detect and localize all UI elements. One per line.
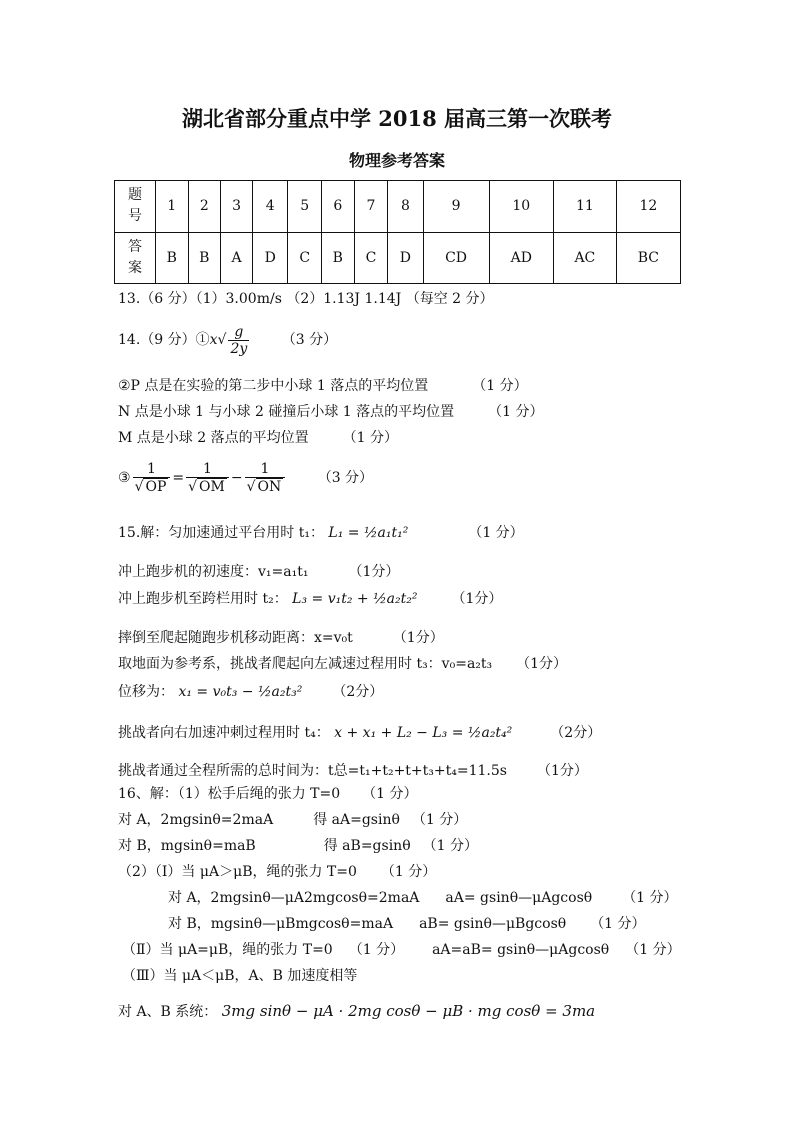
q16-l4: （2）（Ⅰ）当 μA＞μB，绳的张力 T=0 — [118, 864, 357, 880]
q16-l6-mid: aB= gsinθ—μBgcosθ — [419, 916, 567, 932]
q16-l7: （Ⅱ）当 μA=μB，绳的张力 T=0 — [122, 942, 333, 958]
table-row-numbers — [115, 181, 681, 233]
q16-l7-score2: （1 分） — [625, 942, 681, 958]
q14-num: g — [228, 324, 249, 341]
q16-l9: 对 A、B 系统： — [118, 1004, 218, 1020]
question-number-cell: 9 — [423, 181, 489, 233]
q15-l4-score: （1分） — [392, 630, 444, 646]
q15-l6-score: （2分） — [332, 684, 384, 700]
q14-p5-score: （3 分） — [317, 470, 374, 486]
q14-head: 14.（9 分）① — [118, 332, 210, 348]
q15-l7-score: （2分） — [550, 725, 602, 741]
q14-p3: N 点是小球 1 与小球 2 碰撞后小球 1 落点的平均位置 — [118, 404, 455, 420]
q16-l4-score: （1 分） — [380, 864, 437, 880]
q15-line8 — [118, 762, 588, 780]
q14-p4: M 点是小球 2 落点的平均位置 — [118, 430, 309, 446]
q16-l6-score: （1 分） — [590, 916, 646, 932]
q14-line4 — [118, 429, 398, 447]
q14-den: 2y — [230, 340, 248, 357]
q15-line1 — [118, 524, 524, 542]
q15-l1-eq: L₁ = ½a₁t₁² — [328, 525, 409, 541]
q14-p5-prefix: ③ — [118, 470, 131, 486]
question-number-cell: 6 — [322, 181, 355, 233]
q16-l5-score: （1 分） — [622, 890, 678, 906]
question-number-cell: 1 — [156, 181, 189, 233]
question-number-cell: 8 — [388, 181, 423, 233]
q14-fraction — [228, 324, 249, 357]
question-number-cell: 4 — [253, 181, 288, 233]
question-number-cell: 5 — [288, 181, 322, 233]
question-number-cell: 12 — [616, 181, 680, 233]
answer-cell: AD — [489, 232, 553, 284]
q16-l2-score: （1 分） — [411, 812, 468, 828]
q15-l1-score: （1 分） — [468, 525, 524, 541]
q15-l6-eq: x₁ = v₀t₃ − ½a₂t₃² — [178, 684, 303, 700]
table-row-answers — [115, 232, 681, 284]
row-label-number: 题 号 — [115, 181, 156, 233]
answer-cell: D — [388, 232, 423, 284]
q14-line1: 14.（9 分）①x√ $\frac{g}{2y}$ （3 分） — [118, 323, 338, 357]
q14-minus: − — [230, 470, 243, 486]
q15-line3 — [118, 590, 502, 608]
q16-line1 — [118, 785, 418, 803]
q15-line5 — [118, 655, 567, 673]
q16-l5: 对 A，2mgsinθ—μA2mgcosθ=2maA — [168, 890, 420, 906]
frac-om-num: 1 — [186, 461, 229, 478]
q15-line4 — [118, 629, 444, 647]
q16-l9-eq: 3mg sinθ − μA · 2mg cosθ − μB · mg cosθ = 3ma — [221, 1002, 596, 1020]
row-label-answer: 答 案 — [115, 232, 156, 284]
q16-l2-mid: 得 aA=gsinθ — [313, 812, 400, 828]
q16-line8: （Ⅲ）当 μA＜μB，A、B 加速度相等 — [122, 968, 358, 984]
q15-l7-eq: x + x₁ + L₂ − L₃ = ½a₂t₄² — [334, 725, 513, 741]
question-number-cell: 11 — [553, 181, 616, 233]
frac-op: $\frac{1}{√ OP}$ — [133, 461, 171, 495]
q15-l4: 摔倒至爬起随跑步机移动距离：x=v₀t — [118, 630, 353, 646]
q16-line9 — [118, 1002, 595, 1021]
q14-x: x — [209, 332, 218, 348]
question-number-cell: 7 — [354, 181, 388, 233]
q14-line5 — [118, 460, 373, 496]
document-subtitle: 物理参考答案 — [348, 151, 445, 170]
q14-p2-score: （1 分） — [472, 378, 528, 394]
q16-line4 — [118, 863, 436, 881]
q15-l3-score: （1分） — [451, 591, 503, 607]
document-title: 湖北省部分重点中学 2018 届高三第一次联考 — [181, 106, 613, 131]
answer-cell: B — [322, 232, 355, 284]
question-number-cell: 10 — [489, 181, 553, 233]
q16-line2 — [118, 811, 467, 829]
q16-l7-mid: aA=aB= gsinθ—μAgcosθ — [432, 942, 610, 958]
q16-l3-mid: 得 aB=gsinθ — [323, 838, 411, 854]
answer-cell: B — [156, 232, 189, 284]
q16-line3 — [118, 837, 478, 855]
q14-p3-score: （1 分） — [488, 404, 544, 420]
q15-l5-score: （1分） — [516, 656, 568, 672]
q15-l3-eq: L₃ = v₁t₂ + ½a₂t₂² — [292, 591, 418, 607]
q16-line6 — [168, 915, 646, 933]
q16-l3-score: （1 分） — [422, 838, 478, 854]
question-number-cell: 3 — [221, 181, 253, 233]
q13-line: 13.（6 分）（1）3.00m/s （2）1.13J 1.14J （每空 2 分） — [118, 291, 494, 307]
answer-cell: CD — [423, 232, 489, 284]
q15-l8-score: （1分） — [536, 763, 588, 779]
q15-l5: 取地面为参考系，挑战者爬起向左减速过程用时 t₃：v₀=a₂t₃ — [118, 656, 493, 672]
frac-on-num: 1 — [245, 461, 286, 478]
q16-l5-mid: aA= gsinθ—μAgcosθ — [445, 890, 593, 906]
question-number-cell: 2 — [188, 181, 221, 233]
q15-l2-score: （1分） — [348, 564, 400, 580]
q15-l8: 挑战者通过全程所需的总时间为：t总=t₁+t₂+t+t₃+t₄=11.5s — [118, 763, 507, 779]
q14-p4-score: （1 分） — [342, 430, 398, 446]
answer-cell: C — [288, 232, 322, 284]
frac-om: $\frac{1}{√ OM}$ — [186, 461, 229, 495]
q14-p2: ②P 点是在实验的第二步中小球 1 落点的平均位置 — [118, 378, 429, 394]
q15-l6: 位移为： — [118, 684, 174, 700]
q14-eq: = — [172, 470, 185, 486]
q14-score1: （3 分） — [281, 332, 338, 348]
q16-line5 — [168, 889, 678, 907]
q14-line2 — [118, 377, 528, 395]
answer-table — [114, 180, 681, 284]
q14-line3 — [118, 403, 543, 421]
frac-om-den: OM — [199, 479, 225, 495]
q16-l1-score: （1 分） — [362, 786, 418, 802]
answer-cell: BC — [616, 232, 680, 284]
frac-on-den: ON — [257, 479, 282, 495]
q16-line7 — [122, 941, 681, 959]
q16-l2: 对 A，2mgsinθ=2maA — [118, 812, 274, 828]
q15-l1: 15.解：匀加速通过平台用时 t₁： — [118, 525, 324, 541]
q15-line2 — [118, 563, 399, 581]
q16-l6: 对 B，mgsinθ—μBmgcosθ=maA — [168, 916, 394, 932]
answer-cell: C — [354, 232, 388, 284]
q16-l1: 16、解：（1）松手后绳的张力 T=0 — [118, 786, 341, 802]
frac-op-num: 1 — [133, 461, 171, 478]
q15-l7: 挑战者向右加速冲刺过程用时 t₄： — [118, 725, 330, 741]
q15-l2: 冲上跑步机的初速度：v₁=a₁t₁ — [118, 564, 309, 580]
q15-line7 — [118, 724, 601, 742]
q15-l3: 冲上跑步机至跨栏用时 t₂： — [118, 591, 288, 607]
answer-cell: A — [221, 232, 253, 284]
q16-l3: 对 B，mgsinθ=maB — [118, 838, 256, 854]
frac-op-den: OP — [145, 479, 167, 495]
q15-line6 — [118, 683, 383, 701]
frac-on: $\frac{1}{√ ON}$ — [245, 461, 286, 495]
q16-l7-score1: （1 分） — [348, 942, 405, 958]
answer-cell: B — [188, 232, 221, 284]
answer-cell: AC — [553, 232, 616, 284]
answer-cell: D — [253, 232, 288, 284]
